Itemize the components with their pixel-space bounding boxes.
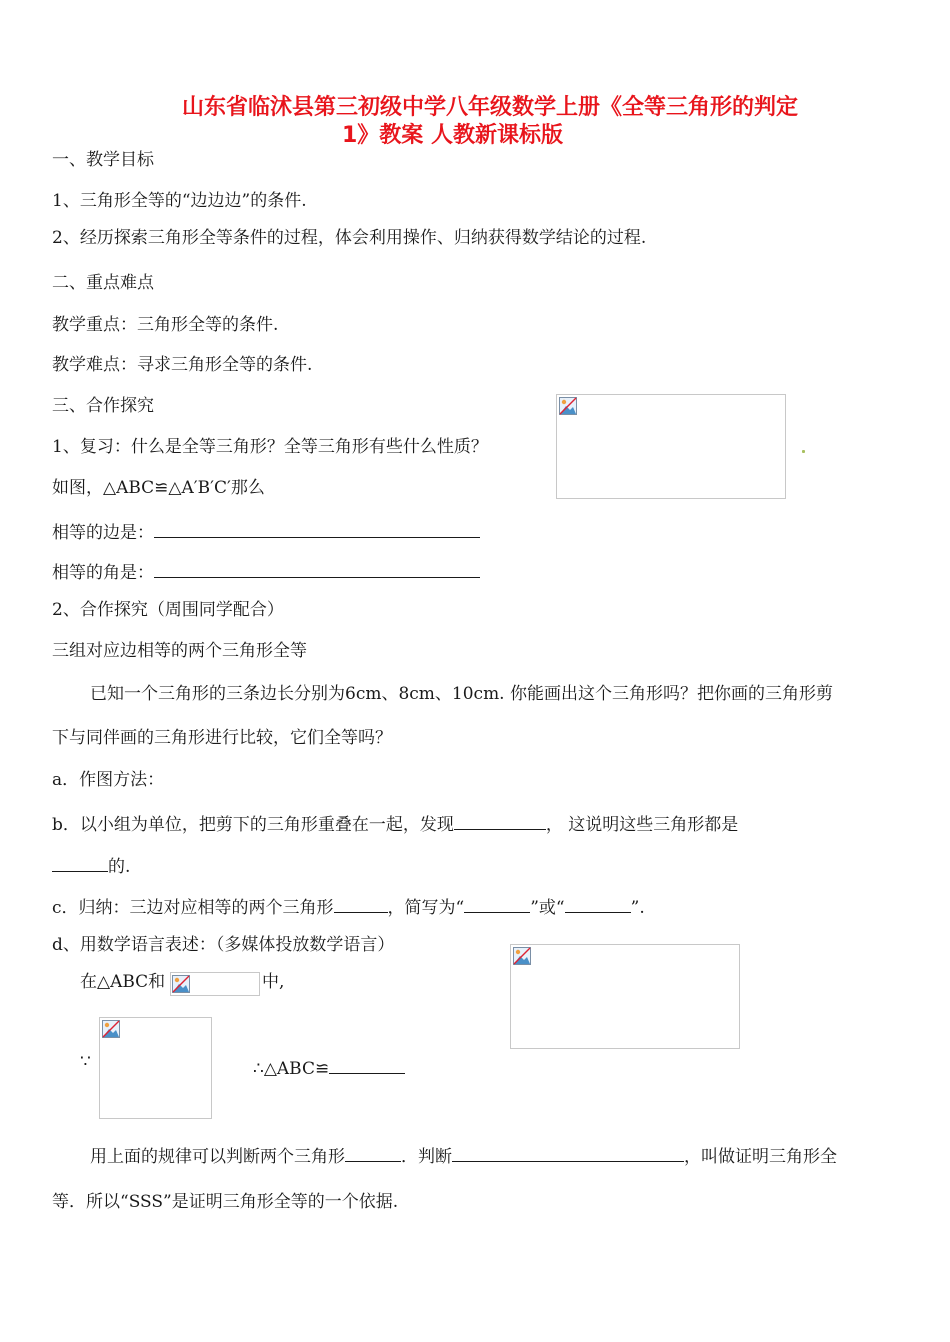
equal-sides-blank xyxy=(154,519,480,538)
rule-blank-1 xyxy=(345,1143,401,1162)
step-b-text-3: 的. xyxy=(108,857,131,877)
in-abc-text: 在△ABC和 xyxy=(80,972,166,992)
broken-image-icon xyxy=(102,1020,120,1038)
task-line-2: 下与同伴画的三角形进行比较，它们全等吗？ xyxy=(52,728,392,748)
triangle-name-image xyxy=(170,972,260,996)
conditions-image xyxy=(99,1017,212,1119)
zhong-text: 中, xyxy=(262,972,285,992)
rule-line xyxy=(90,1143,837,1167)
stray-mark xyxy=(802,450,805,453)
final-statement: 等．所以“SSS”是证明三角形全等的一个依据. xyxy=(52,1192,399,1212)
step-c-blank-1 xyxy=(334,894,388,913)
equal-angles-blank xyxy=(154,559,480,578)
objective-2: 2、经历探索三角形全等条件的过程，体会利用操作、归纳获得数学结论的过程. xyxy=(52,228,647,248)
broken-image-icon xyxy=(559,397,577,415)
doc-title-line1: 山东省临沭县第三初级中学八年级数学上册《全等三角形的判定 xyxy=(182,95,799,120)
sss-intro: 三组对应边相等的两个三角形全等 xyxy=(52,641,307,661)
broken-image-icon xyxy=(513,947,531,965)
review-question: 1、复习：什么是全等三角形？全等三角形有些什么性质？ xyxy=(52,437,488,457)
step-c-text-4: ”. xyxy=(630,898,645,918)
equal-sides-line xyxy=(52,519,480,543)
step-b-blank-2 xyxy=(52,853,108,872)
step-a: a．作图方法： xyxy=(52,770,165,790)
section-heading-explore: 三、合作探究 xyxy=(52,396,154,416)
section-heading-focus: 二、重点难点 xyxy=(52,273,154,293)
step-c-text-2: ，简写为“ xyxy=(387,898,465,918)
because-symbol: ∵ xyxy=(80,1052,91,1072)
step-b-text-1: b．以小组为单位，把剪下的三角形重叠在一起，发现 xyxy=(52,815,454,835)
teaching-difficulty: 教学难点：寻求三角形全等的条件. xyxy=(52,355,313,375)
broken-image-icon xyxy=(172,975,190,993)
step-c-blank-2 xyxy=(464,894,530,913)
teaching-key-point: 教学重点：三角形全等的条件. xyxy=(52,315,279,335)
therefore-text: ∴△ABC≌ xyxy=(253,1059,330,1079)
math-language-image xyxy=(510,944,740,1049)
triangle-figure-image xyxy=(556,394,786,499)
section-heading-objectives: 一、教学目标 xyxy=(52,150,154,170)
equal-sides-label: 相等的边是： xyxy=(52,523,154,543)
step-c-text-1: c．归纳：三边对应相等的两个三角形 xyxy=(52,898,334,918)
therefore-blank xyxy=(329,1055,405,1074)
cooperation-heading: 2、合作探究（周围同学配合） xyxy=(52,600,284,620)
rule-text-1: 用上面的规律可以判断两个三角形 xyxy=(90,1147,345,1167)
objective-1: 1、三角形全等的“边边边”的条件. xyxy=(52,191,307,211)
step-b-text-2: ， 这说明这些三角形都是 xyxy=(545,815,739,835)
step-c-text-3: ”或“ xyxy=(530,898,565,918)
step-c-blank-3 xyxy=(565,894,631,913)
equal-angles-label: 相等的角是： xyxy=(52,563,154,583)
therefore-line xyxy=(253,1055,405,1079)
step-b-line-2 xyxy=(52,853,130,877)
figure-statement: 如图，△ABC≌△A′B′C′那么 xyxy=(52,478,265,498)
step-d: d、用数学语言表述：（多媒体投放数学语言） xyxy=(52,935,395,955)
equal-angles-line xyxy=(52,559,480,583)
step-b-line xyxy=(52,811,738,835)
task-line-1: 已知一个三角形的三条边长分别为6cm、8cm、10cm. 你能画出这个三角形吗？把你画的三角形剪 xyxy=(90,684,833,704)
step-c-line xyxy=(52,894,645,918)
doc-title-line2: 1》教案 人教新课标版 xyxy=(342,123,563,148)
rule-text-2: ．判断 xyxy=(401,1147,452,1167)
rule-text-3: ，叫做证明三角形全 xyxy=(684,1147,837,1167)
step-b-blank-1 xyxy=(454,811,546,830)
rule-blank-2 xyxy=(452,1143,684,1162)
